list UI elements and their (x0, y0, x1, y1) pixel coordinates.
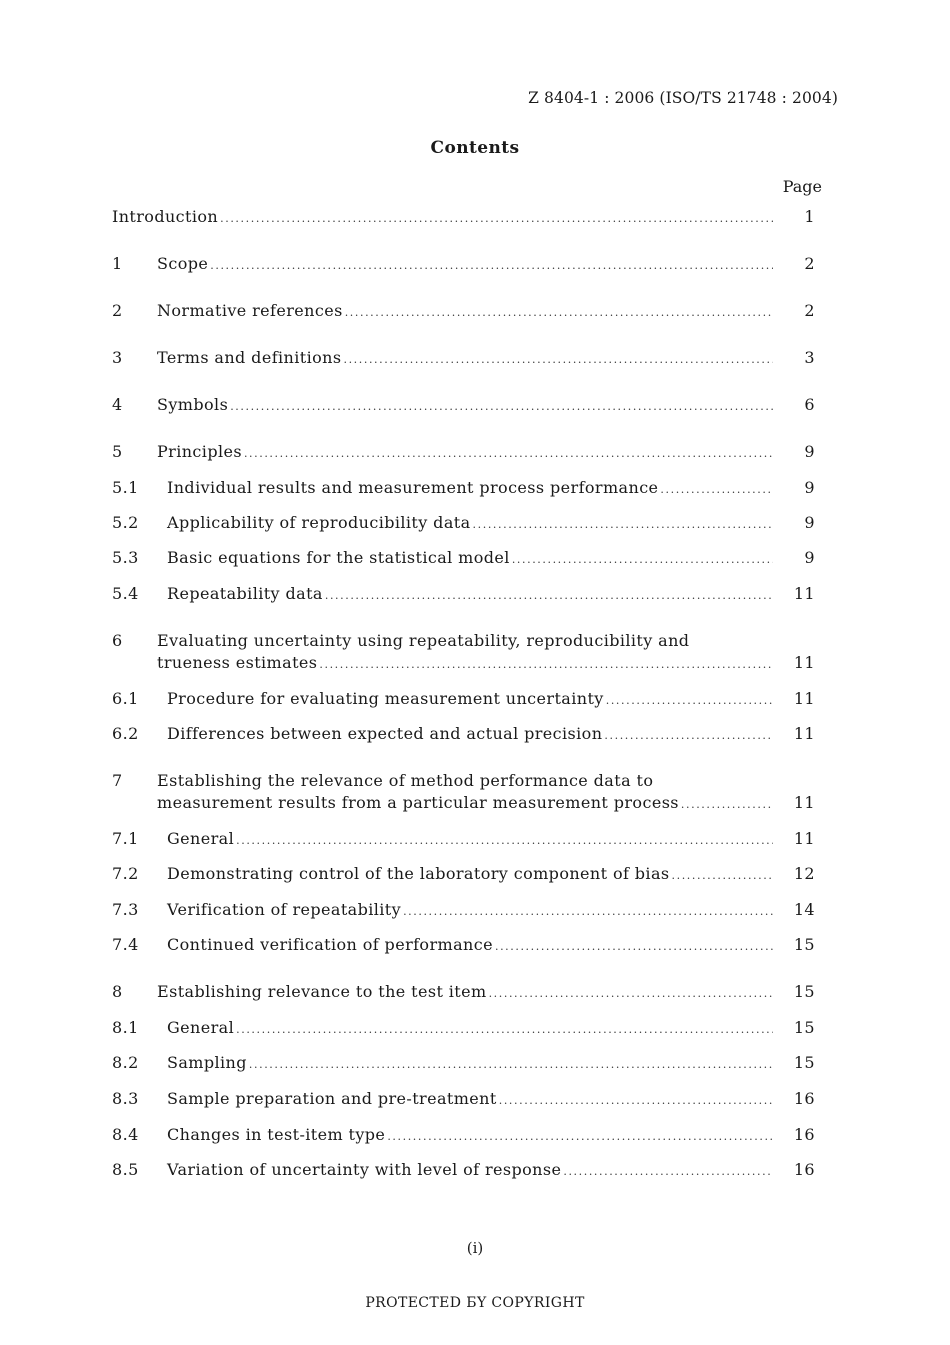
leader-dots (210, 255, 773, 277)
toc-page: 9 (804, 442, 815, 461)
toc-entry-4[interactable] (112, 394, 815, 416)
toc-number: 8 (112, 982, 123, 1001)
toc-entry-introduction[interactable] (112, 206, 815, 228)
toc-entry-5[interactable] (112, 441, 815, 463)
toc-number: 8.4 (112, 1125, 139, 1144)
toc-title: Symbols (157, 395, 229, 414)
leader-dots (499, 1090, 773, 1112)
toc-page: 16 (793, 1125, 815, 1144)
toc-page: 11 (793, 793, 815, 812)
toc-page: 9 (804, 548, 815, 567)
leader-dots (387, 1126, 773, 1148)
toc-title: Repeatability data (167, 584, 323, 603)
toc-page: 15 (793, 1018, 815, 1037)
toc-entry-8-5[interactable] (112, 1159, 815, 1181)
toc-number: 5.1 (112, 478, 139, 497)
toc-entry-8-2[interactable] (112, 1052, 815, 1074)
leader-dots (495, 936, 773, 958)
toc-number: 8.5 (112, 1160, 139, 1179)
toc-number: 5 (112, 442, 123, 461)
toc-entry-8[interactable] (112, 981, 815, 1003)
leader-dots (563, 1161, 773, 1183)
leader-dots (244, 443, 773, 465)
toc-number: 6 (112, 631, 123, 650)
toc-number: 5.3 (112, 548, 139, 567)
toc-title: Normative references (157, 301, 343, 320)
leader-dots (512, 549, 773, 571)
toc-number: 7.3 (112, 900, 139, 919)
toc-title: Applicability of reproducibility data (167, 513, 471, 532)
toc-page: 6 (804, 395, 815, 414)
leader-dots (319, 654, 773, 676)
toc-number: 8.2 (112, 1053, 139, 1072)
page-title: Contents (430, 138, 520, 158)
toc-page: 15 (793, 982, 815, 1001)
toc-entry-7[interactable] (112, 770, 815, 814)
toc-page: 15 (793, 1053, 815, 1072)
toc-title: Establishing relevance to the test item (157, 982, 487, 1001)
toc-title: Scope (157, 254, 209, 273)
toc-page: 11 (793, 584, 815, 603)
toc-title: Verification of repeatability (167, 900, 402, 919)
toc-title-line-1: Evaluating uncertainty using repeatability, reproducibility and (157, 631, 690, 650)
toc-number: 3 (112, 348, 123, 367)
toc-number: 7 (112, 771, 123, 790)
toc-page: 15 (793, 935, 815, 954)
toc-entry-6-2[interactable] (112, 723, 815, 745)
toc-title-line-1: Establishing the relevance of method performance data to (157, 771, 654, 790)
leader-dots (345, 302, 773, 324)
leader-dots (343, 349, 773, 371)
toc-entry-5-4[interactable] (112, 583, 815, 605)
toc-title: Terms and definitions (157, 348, 342, 367)
leader-dots (660, 479, 773, 501)
toc-title: General (167, 1018, 235, 1037)
leader-dots (604, 725, 773, 747)
toc-title: Differences between expected and actual precision (167, 724, 603, 743)
toc-title: Sample preparation and pre-treatment (167, 1089, 497, 1108)
toc-title-line-2: measurement results from a particular measurement process (157, 793, 679, 812)
toc-title: Sampling (167, 1053, 247, 1072)
toc-number: 7.2 (112, 864, 139, 883)
leader-dots (230, 396, 773, 418)
toc-entry-2[interactable] (112, 300, 815, 322)
toc-page: 11 (793, 689, 815, 708)
toc-number: 7.4 (112, 935, 139, 954)
leader-dots (606, 690, 773, 712)
toc-page: 9 (804, 478, 815, 497)
document-code: Z 8404-1 : 2006 (ISO/TS 21748 : 2004) (528, 89, 838, 107)
page-number: (i) (466, 1239, 484, 1257)
toc-title: Procedure for evaluating measurement uncertainty (167, 689, 604, 708)
leader-dots (681, 794, 773, 816)
page-column-label: Page (782, 177, 822, 196)
toc-entry-8-1[interactable] (112, 1017, 815, 1039)
leader-dots (236, 830, 773, 852)
toc-entry-7-1[interactable] (112, 828, 815, 850)
toc-entry-7-3[interactable] (112, 899, 815, 921)
toc-entry-3[interactable] (112, 347, 815, 369)
toc-entry-8-3[interactable] (112, 1088, 815, 1110)
toc-page: 11 (793, 829, 815, 848)
leader-dots (473, 514, 773, 536)
toc-entry-1[interactable] (112, 253, 815, 275)
leader-dots (672, 865, 774, 887)
toc-title: Variation of uncertainty with level of response (167, 1160, 562, 1179)
toc-page: 14 (793, 900, 815, 919)
toc-title-line-2: trueness estimates (157, 653, 318, 672)
leader-dots (403, 901, 773, 923)
toc-title: Continued verification of performance (167, 935, 493, 954)
toc-page: 9 (804, 513, 815, 532)
toc-entry-5-3[interactable] (112, 547, 815, 569)
toc-number: 5.4 (112, 584, 139, 603)
leader-dots (220, 208, 773, 230)
leader-dots (489, 983, 773, 1005)
toc-number: 5.2 (112, 513, 139, 532)
toc-title: Changes in test-item type (167, 1125, 386, 1144)
toc-title: Principles (157, 442, 242, 461)
toc-page: 1 (804, 207, 815, 226)
toc-entry-5-1[interactable] (112, 477, 815, 499)
copyright-notice: PROTECTED ƂY COPYRIGHT (365, 1295, 585, 1311)
toc-title: Demonstrating control of the laboratory component of bias (167, 864, 670, 883)
toc-entry-7-2[interactable] (112, 863, 815, 885)
toc-title: General (167, 829, 235, 848)
toc-title: Introduction (112, 207, 219, 226)
toc-number: 2 (112, 301, 123, 320)
toc-page: 2 (804, 254, 815, 273)
leader-dots (325, 585, 773, 607)
toc-title: Individual results and measurement process performance (167, 478, 659, 497)
toc-number: 6.1 (112, 689, 139, 708)
toc-page: 11 (793, 724, 815, 743)
toc-page: 16 (793, 1089, 815, 1108)
toc-entry-8-4[interactable] (112, 1124, 815, 1146)
toc-entry-6[interactable] (112, 630, 815, 674)
toc-page: 12 (793, 864, 815, 883)
toc-number: 7.1 (112, 829, 139, 848)
toc-number: 1 (112, 254, 123, 273)
toc-page: 11 (793, 653, 815, 672)
toc-number: 4 (112, 395, 123, 414)
toc-entry-5-2[interactable] (112, 512, 815, 534)
leader-dots (249, 1054, 773, 1076)
toc-entry-6-1[interactable] (112, 688, 815, 710)
toc-page: 2 (804, 301, 815, 320)
toc-page: 3 (804, 348, 815, 367)
toc-number: 8.3 (112, 1089, 139, 1108)
leader-dots (236, 1019, 773, 1041)
toc-entry-7-4[interactable] (112, 934, 815, 956)
toc-number: 6.2 (112, 724, 139, 743)
toc-page: 16 (793, 1160, 815, 1179)
toc-number: 8.1 (112, 1018, 139, 1037)
toc-title: Basic equations for the statistical model (167, 548, 510, 567)
